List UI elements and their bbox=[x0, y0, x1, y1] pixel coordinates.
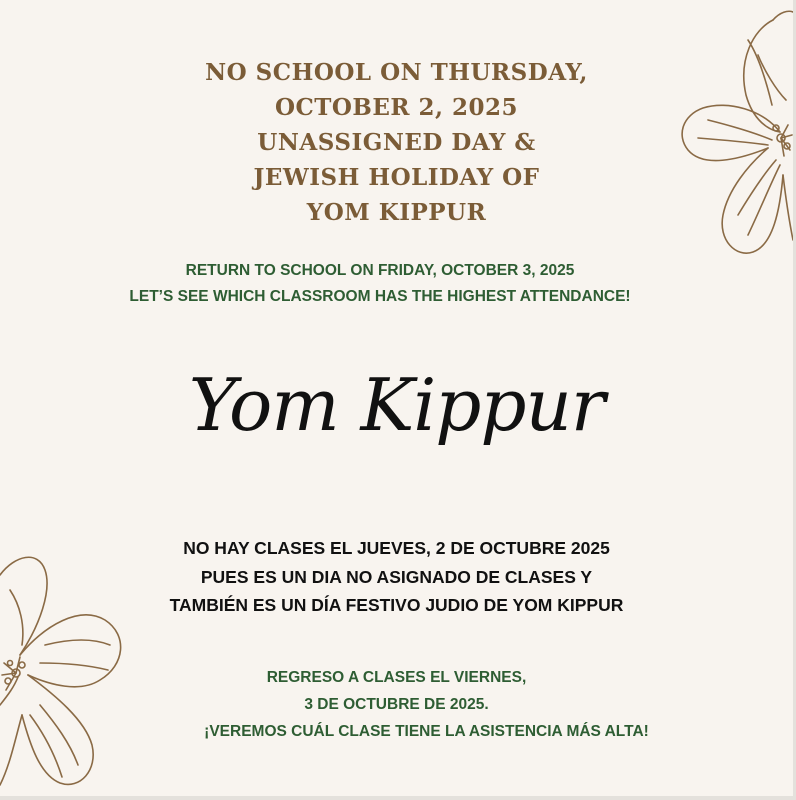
heading-line: UNASSIGNED DAY & bbox=[257, 129, 536, 156]
notice-line: RETURN TO SCHOOL ON FRIDAY, OCTOBER 3, 2025 bbox=[185, 262, 575, 279]
spanish-closure-heading bbox=[0, 534, 793, 620]
spanish-notice-line: REGRESO A CLASES EL VIERNES, bbox=[266, 669, 527, 686]
spanish-return-notice bbox=[0, 664, 793, 745]
heading-line: JEWISH HOLIDAY OF bbox=[253, 164, 540, 191]
spanish-heading-line: NO HAY CLASES EL JUEVES, 2 DE OCTUBRE 2025 bbox=[183, 538, 610, 558]
notice-line: LET’S SEE WHICH CLASSROOM HAS THE HIGHEST ATTENDANCE! bbox=[129, 288, 631, 305]
heading-line: YOM KIPPUR bbox=[306, 199, 487, 226]
heading-line: NO SCHOOL ON THURSDAY, bbox=[205, 59, 588, 86]
script-title: Yom Kippur bbox=[188, 363, 605, 447]
english-return-notice bbox=[0, 258, 760, 310]
spanish-heading-line: PUES ES UN DIA NO ASIGNADO DE CLASES Y bbox=[200, 566, 593, 587]
closure-heading bbox=[0, 55, 793, 230]
spanish-heading-line: TAMBIÉN ES UN DÍA FESTIVO JUDIO DE YOM KIPPUR bbox=[169, 595, 624, 615]
heading-line: OCTOBER 2, 2025 bbox=[274, 94, 519, 121]
spanish-notice-line: ¡VEREMOS CUÁL CLASE TIENE LA ASISTENCIA MÁS ALTA! bbox=[204, 723, 649, 740]
page-edge-bottom bbox=[0, 796, 796, 800]
spanish-notice-line: 3 DE OCTUBRE DE 2025. bbox=[304, 696, 489, 713]
